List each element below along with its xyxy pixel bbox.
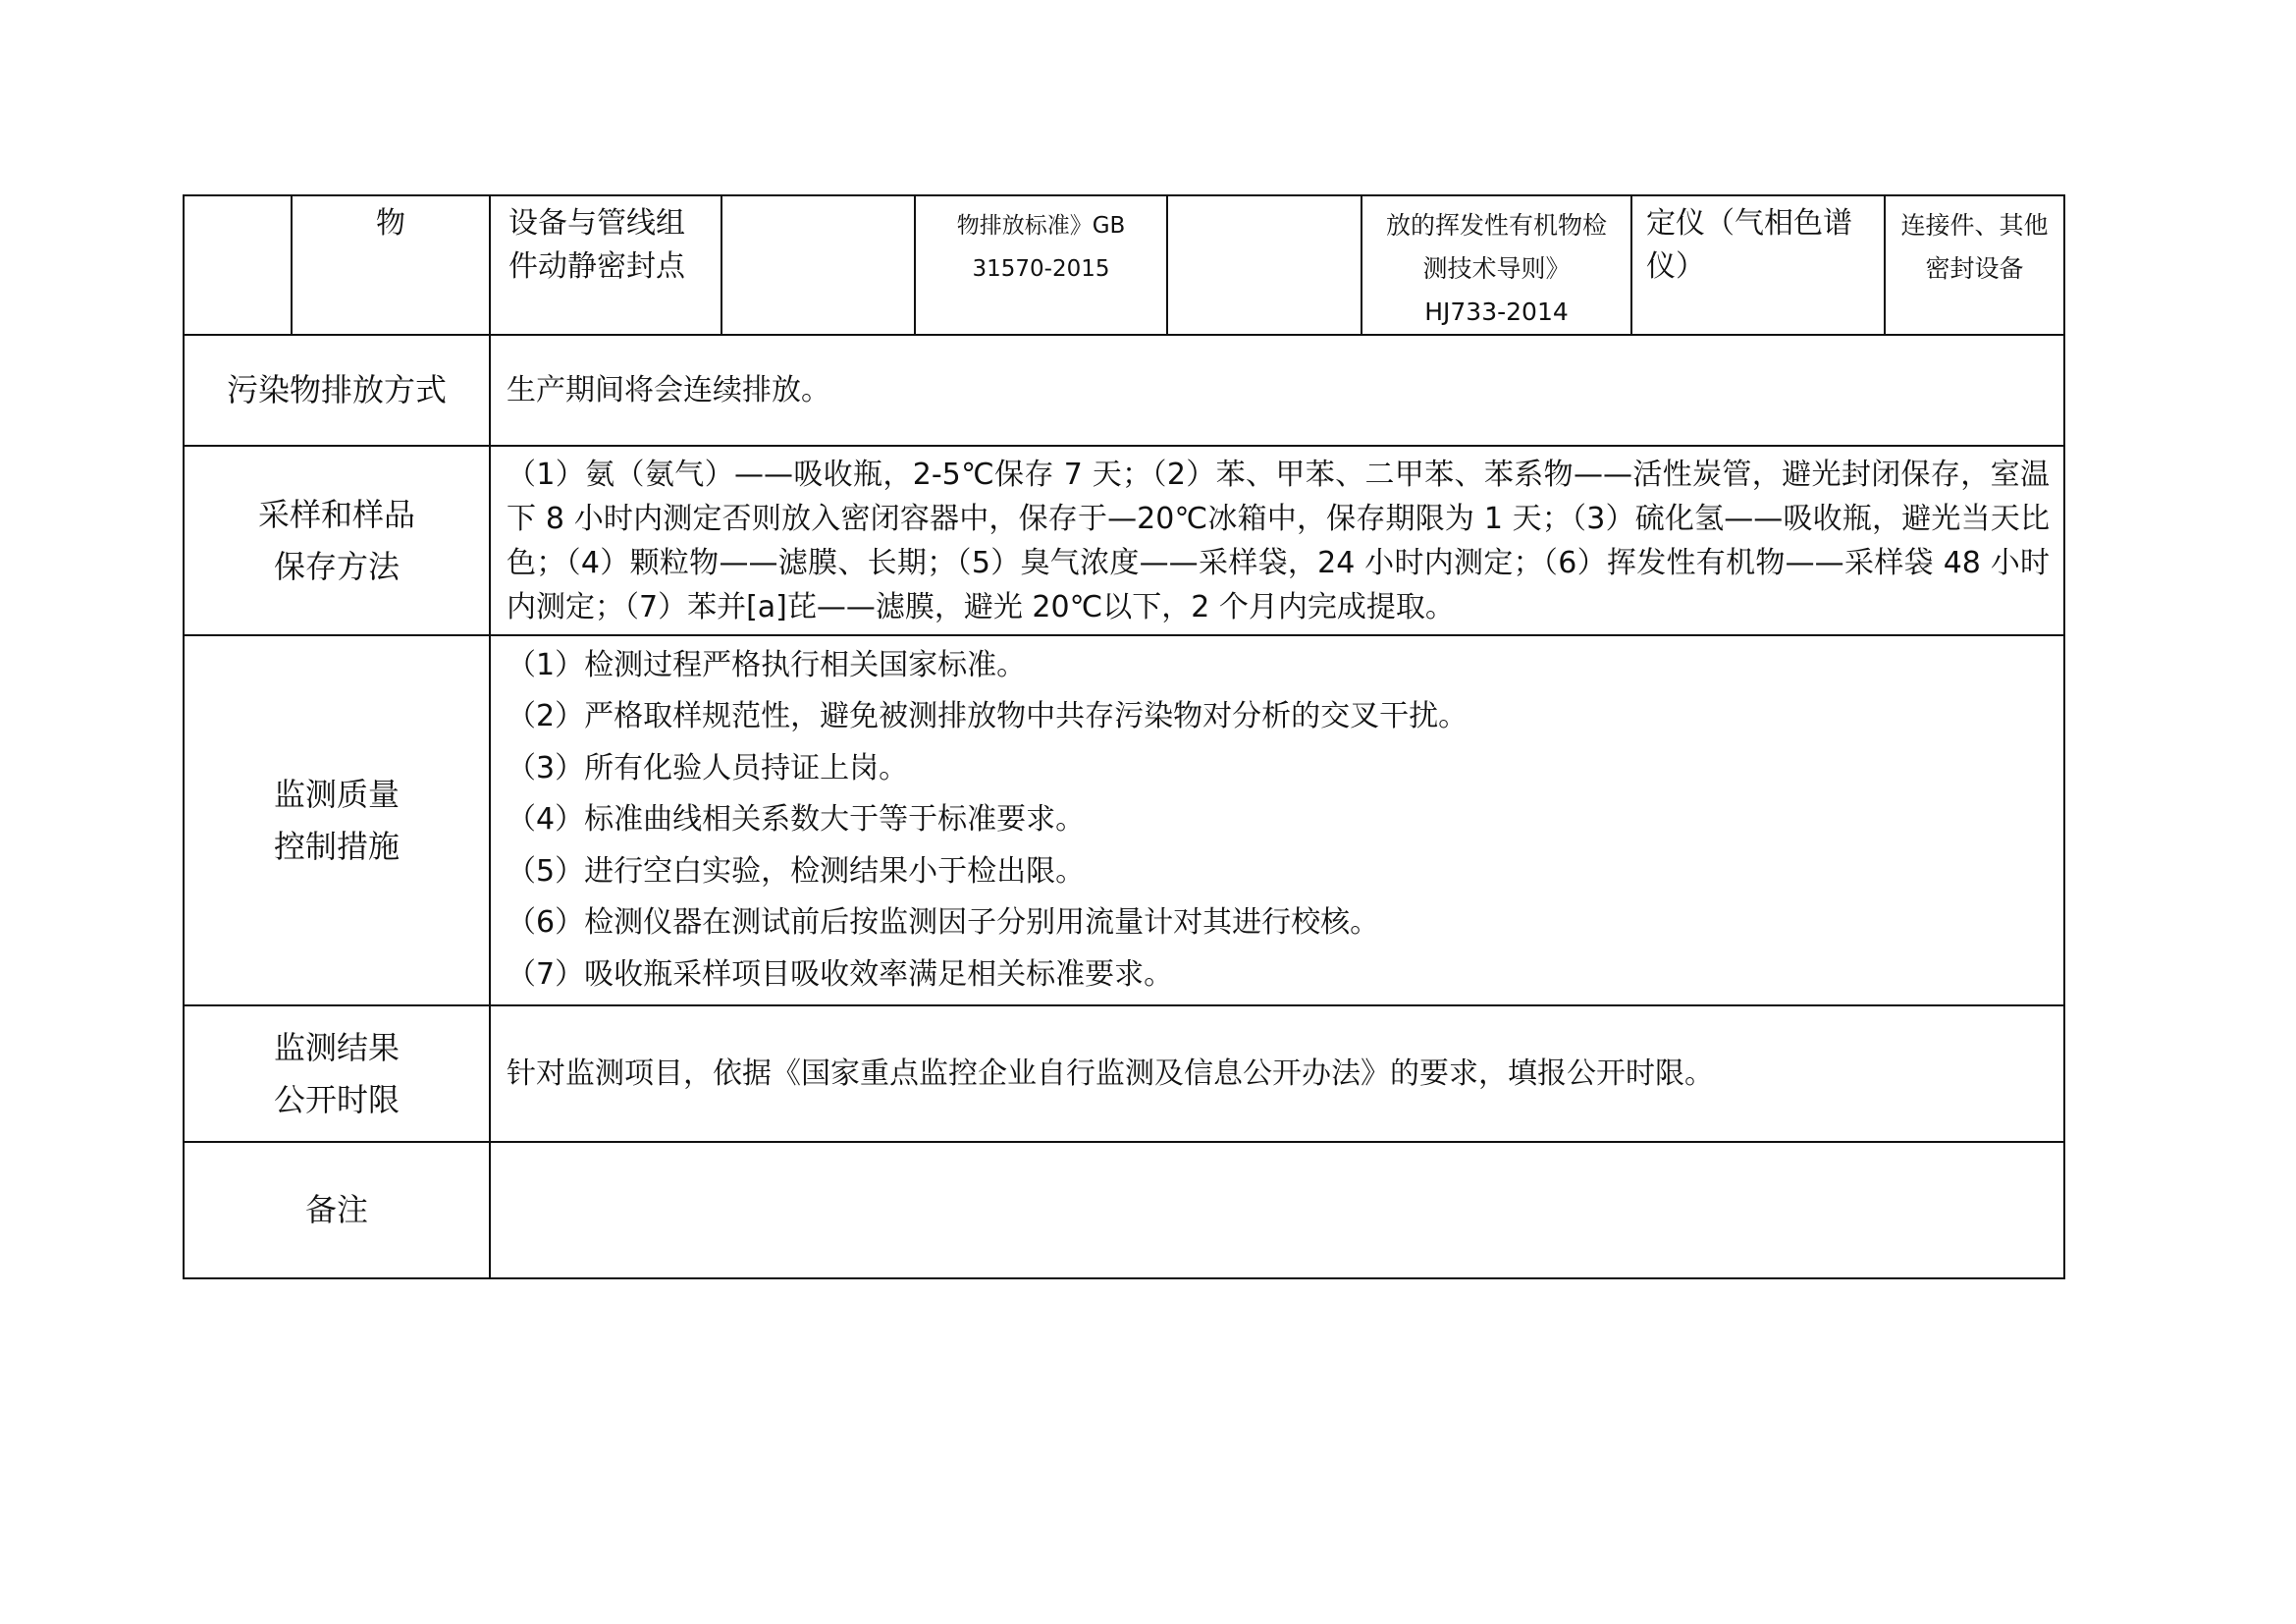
- emission-standard-line2: 31570-2015: [972, 256, 1110, 282]
- label-result-publish: [184, 1005, 490, 1142]
- row-result-publish: [184, 1005, 2064, 1142]
- content-quality-control: [490, 635, 2064, 1005]
- emission-standard-line1: 物排放标准》GB: [956, 213, 1126, 239]
- equipment-line1: 连接件、其他: [1900, 211, 2049, 240]
- label-discharge-method: 污染物排放方式: [184, 335, 490, 446]
- label-publish-line1: 监测结果: [273, 1028, 400, 1066]
- monitoring-plan-table: [183, 194, 2065, 1279]
- cell-instrument: 定仪（气相色谱仪）: [1631, 195, 1885, 335]
- cell-blank-4: [721, 195, 915, 335]
- label-remark: 备注: [184, 1142, 490, 1278]
- list-item: （6）检测仪器在测试前后按监测因子分别用流量计对其进行校核。: [507, 905, 1380, 941]
- label-publish-line2: 公开时限: [273, 1080, 400, 1118]
- label-quality-line2: 控制措施: [273, 827, 400, 865]
- cell-pollutant-suffix: 物: [292, 195, 490, 335]
- test-method-line3: HJ733-2014: [1424, 298, 1569, 326]
- row-remark: [184, 1142, 2064, 1278]
- label-quality-line1: 监测质量: [273, 775, 400, 813]
- test-method-line2: 测技术导则》: [1422, 254, 1571, 283]
- content-sampling-storage: （1）氨（氨气）——吸收瓶，2-5℃保存 7 天；（2）苯、甲苯、二甲苯、苯系物——活性炭管，避光封闭保存，室温下 8 小时内测定否则放入密闭容器中，保存于—20℃冰箱中，保存期限为 1 天；（3）硫化氢——吸收瓶，避光当天比色；（4）颗粒物——滤膜、长期；（5）臭气浓度——采样袋，24 小时内测定；（6）挥发性有机物——采样袋 48 小时内测定；（7）苯并[a]芘——滤膜，避光 20℃以下，2 个月内完成提取。: [490, 446, 2064, 635]
- label-sampling-line1: 采样和样品: [257, 495, 415, 533]
- label-sampling-storage: [184, 446, 490, 635]
- row-discharge-method: [184, 335, 2064, 446]
- equipment-line2: 密封设备: [1925, 254, 2024, 283]
- list-item: （3）所有化验人员持证上岗。: [507, 750, 909, 785]
- label-sampling-line2: 保存方法: [273, 547, 400, 585]
- list-item: （5）进行空白实验，检测结果小于检出限。: [507, 853, 1086, 889]
- cell-monitoring-point: 设备与管线组件动静密封点: [490, 195, 721, 335]
- label-quality-control: [184, 635, 490, 1005]
- test-method-line1: 放的挥发性有机物检: [1385, 211, 1607, 240]
- cell-equipment: [1885, 195, 2064, 335]
- content-result-publish: 针对监测项目，依据《国家重点监控企业自行监测及信息公开办法》的要求，填报公开时限。: [490, 1005, 2064, 1142]
- content-discharge-method: 生产期间将会连续排放。: [490, 335, 2064, 446]
- list-item: （4）标准曲线相关系数大于等于标准要求。: [507, 802, 1086, 838]
- cell-blank-6: [1167, 195, 1362, 335]
- cell-blank-1: [184, 195, 292, 335]
- list-item: （2）严格取样规范性，避免被测排放物中共存污染物对分析的交叉干扰。: [507, 699, 1468, 734]
- list-item: （7）吸收瓶采样项目吸收效率满足相关标准要求。: [507, 956, 1174, 992]
- list-item: （1）检测过程严格执行相关国家标准。: [507, 647, 1027, 682]
- row-sampling-storage: [184, 446, 2064, 635]
- row-quality-control: [184, 635, 2064, 1005]
- content-remark: [490, 1142, 2064, 1278]
- cell-emission-standard: [915, 195, 1167, 335]
- cell-test-method: [1362, 195, 1631, 335]
- continued-row: [184, 195, 2064, 335]
